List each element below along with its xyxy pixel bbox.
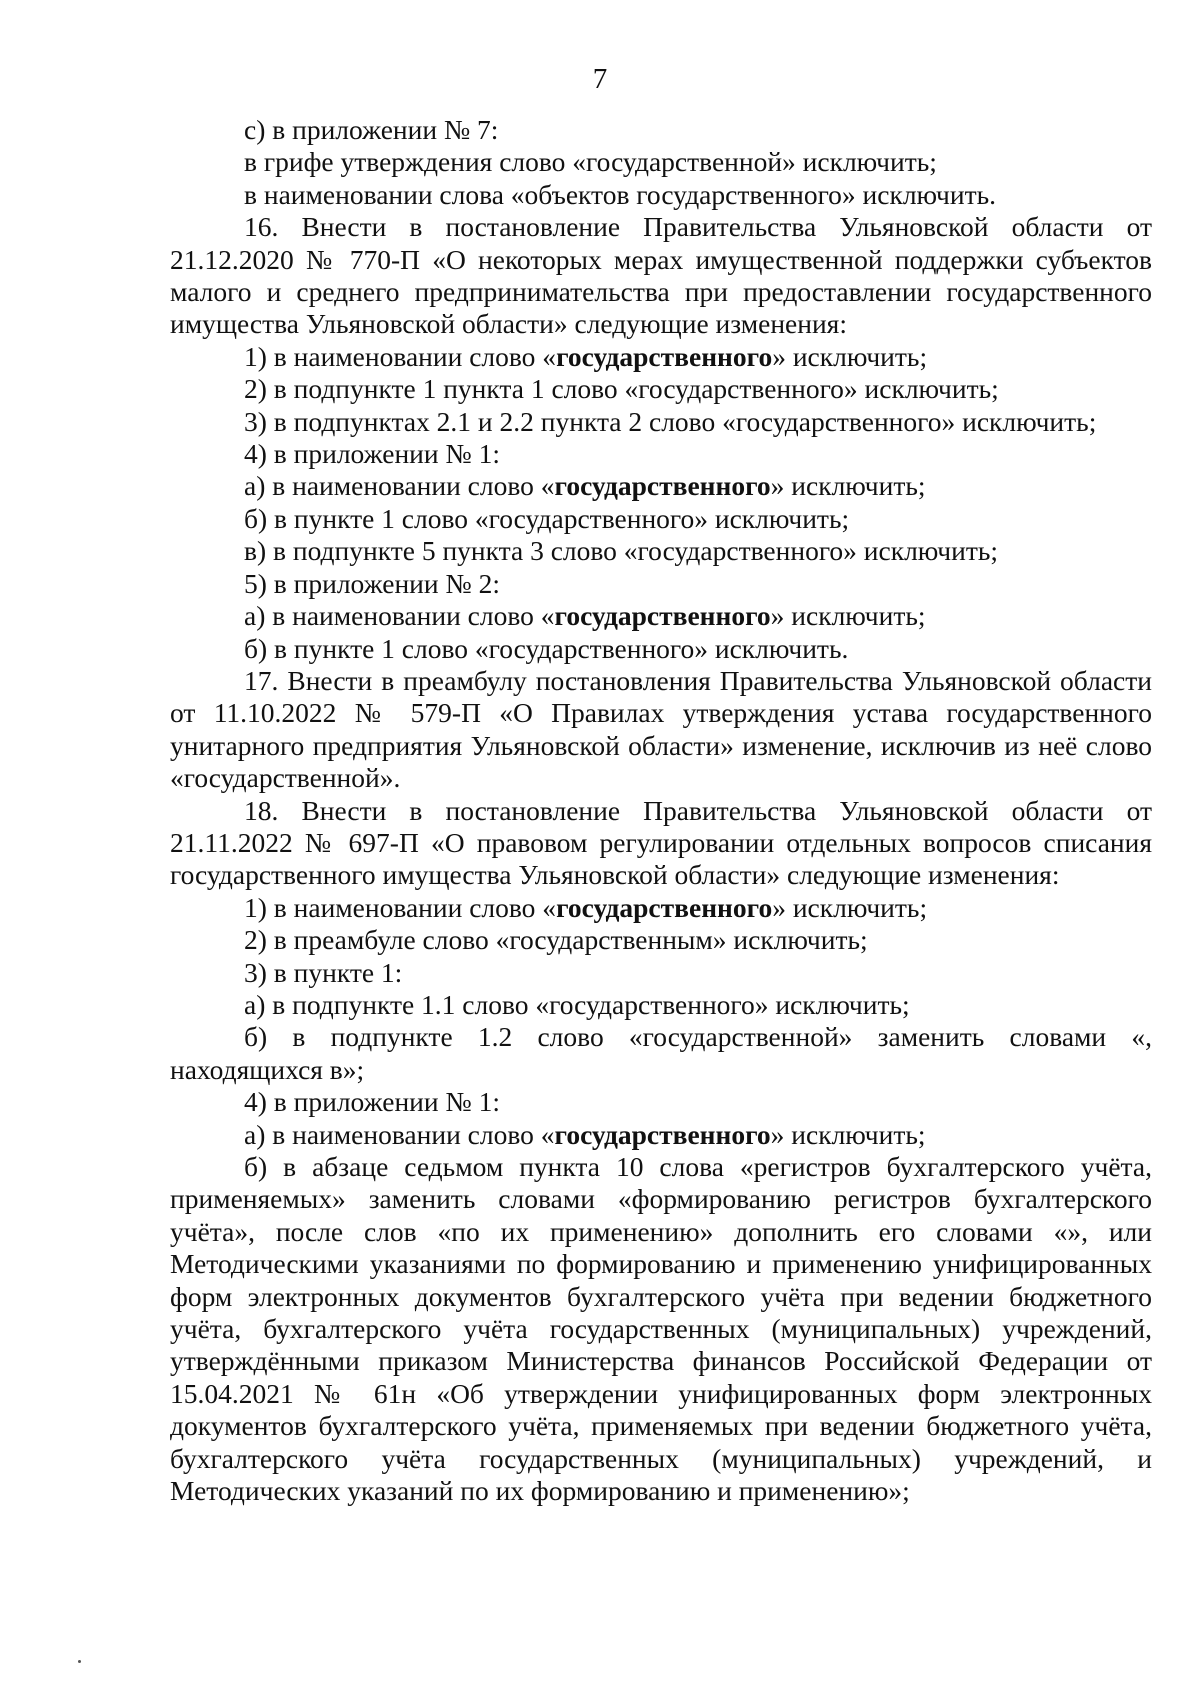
text-run: 2) в преамбуле слово «государственным» исключить; <box>244 924 868 956</box>
paragraph-c7 <box>170 114 1152 146</box>
text-run: б) в абзаце седьмом пункта 10 слова «регистров бухгалтерского учёта, применяемых» заменить словами «формированию регистров бухгалтерского учёта», после слов «по их применению» дополнить его словами «», или Методическими указаниями по формированию и применению унифицированных форм электронных документов бухгалтерского учёта при ведении бюджетного учёта, бухгалтерского учёта государственных (муниципальных) учреждений, утверждёнными приказом Министерства финансов Российской Федерации от 15.04.2021 № 61н «Об утверждении унифицированных форм электронных документов бухгалтерского учёта, применяемых при ведении бюджетного учёта, бухгалтерского учёта государственных (муниципальных) учреждений, и Методических указаний по их формированию и применению»; <box>170 1151 1152 1507</box>
page-number: 7 <box>592 63 608 95</box>
text-run: в наименовании слова «объектов государственного» исключить. <box>244 178 997 210</box>
paragraph-p16-3 <box>170 406 1152 438</box>
paragraph-p16-2 <box>170 373 1152 405</box>
text-run: а) в наименовании слово « <box>244 1118 555 1150</box>
paragraph-p18 <box>170 795 1152 892</box>
text-run: » исключить; <box>770 600 926 632</box>
text-run: 1) в наименовании слово « <box>244 340 557 372</box>
bold-text: государственного <box>556 891 773 923</box>
text-run: » исключить; <box>770 470 926 502</box>
text-run: 16. Внести в постановление Правительства Ульяновской области от 21.12.2020 № 770-П «О некоторых мерах имущественной поддержки субъектов малого и среднего предпринимательства при предоставлении государственного имущества Ульяновской области» следующие изменения: <box>170 211 1152 340</box>
text-run: 1) в наименовании слово « <box>244 891 557 923</box>
paragraph-p16-4a <box>170 470 1152 502</box>
paragraph-p16-5b <box>170 633 1152 665</box>
paragraph-p16-1 <box>170 341 1152 373</box>
text-run: б) в подпункте 1.2 слово «государственной» заменить словами «, находящихся в»; <box>170 1021 1152 1085</box>
text-run: в) в подпункте 5 пункта 3 слово «государственного» исключить; <box>244 535 999 567</box>
text-run: а) в наименовании слово « <box>244 600 555 632</box>
text-run: а) в наименовании слово « <box>244 470 555 502</box>
document-body <box>170 114 1152 1507</box>
paragraph-p16-4c <box>170 535 1152 567</box>
text-run: в грифе утверждения слово «государственной» исключить; <box>244 146 937 178</box>
text-run: 2) в подпункте 1 пункта 1 слово «государственного» исключить; <box>244 373 999 405</box>
text-run: 4) в приложении № 1: <box>244 438 500 470</box>
text-run: 3) в подпунктах 2.1 и 2.2 пункта 2 слово «государственного» исключить; <box>244 405 1097 437</box>
text-run: 18. Внести в постановление Правительства Ульяновской области от 21.11.2022 № 697-П «О правовом регулировании отдельных вопросов списания государственного имущества Ульяновской области» следующие изменения: <box>170 794 1152 891</box>
paragraph-p18-4a <box>170 1119 1152 1151</box>
text-run: б) в пункте 1 слово «государственного» исключить. <box>244 632 849 664</box>
paragraph-p18-3b <box>170 1021 1152 1086</box>
paragraph-p16-5a <box>170 600 1152 632</box>
scan-speck <box>78 1660 81 1663</box>
bold-text: государственного <box>554 1118 771 1150</box>
text-run: » исключить; <box>770 1118 926 1150</box>
paragraph-p18-4 <box>170 1086 1152 1118</box>
paragraph-p18-3a <box>170 989 1152 1021</box>
text-run: 5) в приложении № 2: <box>244 567 500 599</box>
bold-text: государственного <box>556 340 773 372</box>
text-run: 17. Внести в преамбулу постановления Правительства Ульяновской области от 11.10.2022 № 579-П «О Правилах утверждения устава государственного унитарного предприятия Ульяновской области» изменение, исключив из неё слово «государственной». <box>170 664 1152 794</box>
paragraph-p16-4 <box>170 438 1152 470</box>
paragraph-p17 <box>170 665 1152 795</box>
paragraph-p18-4b <box>170 1151 1152 1507</box>
text-run: » исключить; <box>772 891 928 923</box>
text-run: 3) в пункте 1: <box>244 956 403 988</box>
paragraph-p18-1 <box>170 892 1152 924</box>
paragraph-p18-3 <box>170 957 1152 989</box>
text-run: а) в подпункте 1.1 слово «государственного» исключить; <box>244 988 910 1020</box>
bold-text: государственного <box>554 600 771 632</box>
paragraph-p16-4b <box>170 503 1152 535</box>
text-run: с) в приложении № 7: <box>244 114 499 145</box>
text-run: б) в пункте 1 слово «государственного» исключить; <box>244 502 850 534</box>
paragraph-c7-1 <box>170 146 1152 178</box>
text-run: » исключить; <box>772 340 928 372</box>
paragraph-p18-2 <box>170 924 1152 956</box>
paragraph-c7-2 <box>170 179 1152 211</box>
text-run: 4) в приложении № 1: <box>244 1086 500 1118</box>
paragraph-p16-5 <box>170 568 1152 600</box>
bold-text: государственного <box>554 470 771 502</box>
paragraph-p16 <box>170 211 1152 341</box>
